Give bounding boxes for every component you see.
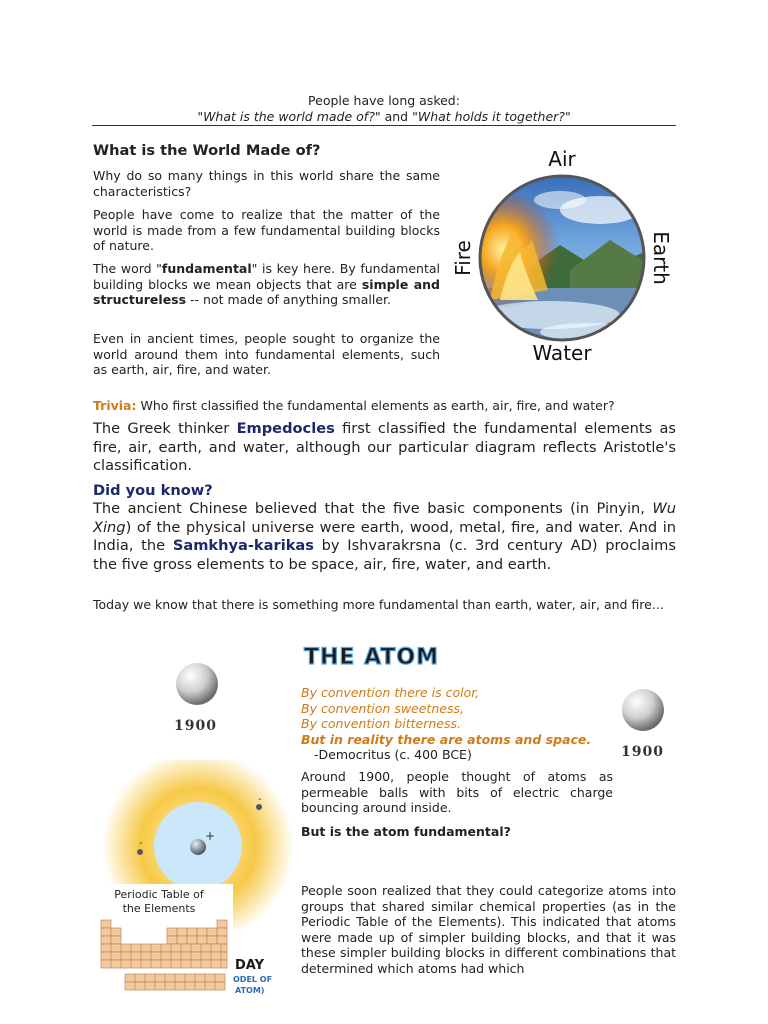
- paragraph-building-blocks: People have come to realize that the matter of the world is made from a few fundamental building blocks of nature.: [93, 207, 440, 253]
- periodic-title-line2: the Elements: [122, 902, 196, 915]
- quote-attribution: -Democritus (c. 400 BCE): [314, 747, 472, 762]
- atom-sphere-right: [619, 686, 667, 734]
- text-span: The ancient Chinese believed that the five basic components (in Pinyin,: [93, 500, 653, 517]
- electron-1: [137, 849, 143, 855]
- header-divider: [92, 125, 676, 126]
- text-span: ) of the physical universe were earth, wood, metal, fire, and water. And in India, the: [93, 518, 676, 555]
- paragraph-periodic-table: People soon realized that they could categorize atoms into groups that shared similar chemical properties (as in the Periodic Table of the Elements). This indicated that atoms were made up of simpler building blocks, and that it was these simpler building blocks in different combinations that determined which atoms had which: [301, 883, 676, 976]
- model-fragment-2: ATOM): [235, 986, 265, 995]
- the-atom-title: [300, 638, 450, 672]
- atom-fundamental-question: But is the atom fundamental?: [301, 824, 511, 839]
- text-span: The Greek thinker: [93, 420, 237, 437]
- minus-sign: -: [258, 794, 262, 805]
- periodic-title-line1: Periodic Table of: [114, 888, 204, 901]
- section-heading: What is the World Made of?: [93, 142, 321, 159]
- year-label-left: 1900: [174, 718, 217, 734]
- four-elements-figure: [450, 140, 682, 368]
- label-water: Water: [532, 341, 592, 365]
- atom-nucleus: [190, 839, 206, 855]
- text-span: by Ishvarakrsna (c. 3rd century AD) proclaims the five gross elements to be space, air, fire, water, and earth.: [93, 537, 676, 573]
- atom-model-figure: [95, 760, 295, 1000]
- day-fragment: DAY: [235, 958, 265, 973]
- atom-title-text: THE ATOM: [304, 645, 440, 670]
- quote-line-strong: But in reality there are atoms and space.: [301, 731, 592, 747]
- did-you-know-heading: Did you know?: [93, 482, 213, 499]
- label-air: Air: [548, 147, 576, 171]
- page-header: [92, 93, 676, 125]
- label-earth: Earth: [649, 231, 673, 285]
- paragraph-fundamental: [93, 261, 440, 308]
- trivia-question: [93, 398, 683, 414]
- minus-sign: -: [139, 838, 143, 849]
- paragraph-characteristics: Why do so many things in this world share the same characteristics?: [93, 168, 440, 199]
- elements-scene: [450, 140, 682, 368]
- wu-xing-term: Wu Xing: [93, 500, 676, 536]
- year-label-right: 1900: [621, 744, 664, 760]
- and-word: and: [384, 109, 409, 124]
- text-span: " is key here. By fundamental building blocks we mean objects that are: [93, 261, 441, 292]
- empedocles-name: Empedocles: [236, 420, 335, 437]
- trivia-question-text: Who first classified the fundamental elements as earth, air, fire, and water?: [140, 398, 615, 413]
- samkhya-karikas-term: Samkhya-karikas: [172, 537, 314, 555]
- did-you-know-body: [93, 500, 676, 574]
- trivia-label: Trivia:: [93, 398, 137, 413]
- today-paragraph: Today we know that there is something more fundamental than earth, water, air, and fire...: [93, 597, 664, 612]
- bold-fundamental: fundamental: [161, 261, 252, 276]
- quote-line: By convention sweetness,: [301, 700, 464, 716]
- paragraph-ancient-times: Even in ancient times, people sought to organize the world around them into fundamental elements, such as earth, air, fire, and water.: [93, 331, 440, 377]
- header-line: People have long asked:: [308, 93, 460, 108]
- democritus-quote: [301, 685, 621, 763]
- question-holds-together: What holds it together?: [417, 109, 565, 124]
- question-world-made-of: What is the world made of?: [203, 109, 375, 124]
- trivia-answer: [93, 420, 676, 476]
- header-questions: "What is the world made of?" and "What holds it together?": [197, 109, 571, 124]
- text-span: -- not made of anything smaller.: [186, 292, 391, 307]
- paragraph-1900-atoms: Around 1900, people thought of atoms as permeable balls with bits of electric charge bouncing around inside.: [301, 769, 613, 815]
- model-fragment-1: ODEL OF: [233, 975, 273, 984]
- plus-sign: +: [205, 829, 216, 843]
- quote-line: By convention bitterness.: [301, 716, 461, 731]
- text-span: The word ": [93, 261, 162, 276]
- text-span: first classified the fundamental elements as fire, air, earth, and water, although our particular diagram reflects Aristotle's classification.: [93, 420, 676, 475]
- atom-sphere-left: [173, 660, 221, 708]
- quote-line: By convention there is color,: [301, 685, 480, 700]
- bold-simple-structureless: simple and structureless: [93, 276, 440, 307]
- label-fire: Fire: [451, 240, 475, 276]
